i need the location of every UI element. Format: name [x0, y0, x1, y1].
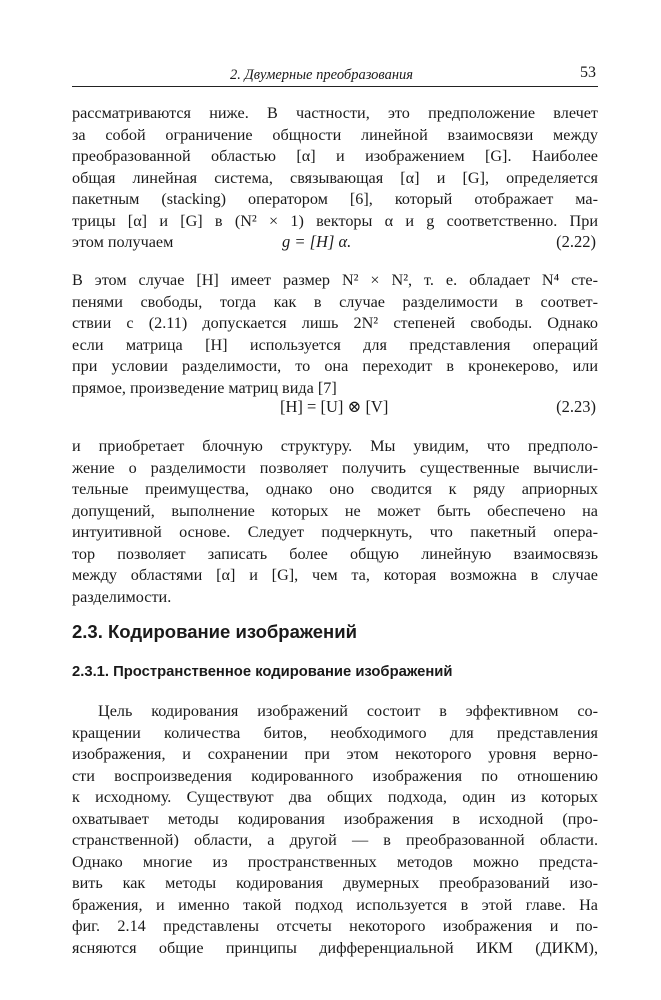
text-line: кращении количества битов, необходимого для представления	[72, 723, 598, 742]
running-header	[72, 62, 598, 87]
running-header-title: 2. Двумерные преобразования	[230, 67, 414, 83]
text-line: странственной) области, а другой — в преобразованной области.	[72, 831, 598, 849]
text-line: между областями [α] и [G], чем та, которая возможна в случае	[72, 566, 598, 584]
text-line: пенями свободы, тогда как в случае разделимости в соответ-	[72, 292, 598, 311]
text-line: интуитивной основе. Следует подчеркнуть, что пакетный опера-	[72, 523, 598, 541]
text-line: жение о разделимости позволяет получить существенные вычисли-	[72, 458, 598, 477]
page-number: 53	[580, 64, 596, 81]
text-line: В этом случае [H] имеет размер N² × N², т. е. обладает N⁴ сте-	[72, 271, 598, 289]
text-line: этом получаем	[72, 233, 174, 251]
equation-2-22	[72, 232, 598, 256]
text-line: если матрица [H] используется для представления операций	[72, 335, 598, 354]
text-line: за собой ограничение общности линейной взаимосвязи между	[72, 125, 598, 144]
text-line: тор позволяет записать более общую линейную взаимосвязь	[72, 544, 598, 563]
equation-number: (2.22)	[556, 232, 596, 251]
equation-body: [H] = [U] ⊗ [V]	[280, 397, 389, 416]
text-line: прямое, произведение матриц вида [7]	[72, 378, 337, 397]
text-line: разделимости.	[72, 587, 172, 606]
text-line: преобразованной областью [α] и изображением [G]. Наиболее	[72, 147, 598, 165]
text-line: допущений, выполнение которых не может быть обеспечено на	[72, 501, 598, 520]
text-line: Цель кодирования изображений состоит в эффективном со-	[98, 702, 598, 720]
paragraph-3	[72, 436, 598, 608]
text-line: и приобретает блочную структуру. Мы увидим, что предполо-	[72, 437, 598, 455]
text-line: сти воспроизведения кодированного изображения по отношению	[72, 766, 598, 785]
text-line: изображения, и сохранении при этом некоторого уровня верно-	[72, 745, 598, 763]
text-line: тельные преимущества, однако оно сводится к ряду априорных	[72, 480, 598, 498]
paragraph-4	[72, 701, 598, 959]
text-line: при условии разделимости, то она переходит в кронекерово, или	[72, 357, 598, 375]
text-line: Однако многие из пространственных методов можно предста-	[72, 852, 598, 871]
text-line: ствии с (2.11) допускается лишь 2N² степеней свободы. Однако	[72, 314, 598, 332]
text-line: рассматриваются ниже. В частности, это предположение влечет	[72, 104, 598, 122]
equation-number: (2.23)	[556, 397, 596, 416]
text-line: трицы [α] и [G] в (N² × 1) векторы α и g соответственно. При	[72, 211, 598, 230]
text-line: общая линейная система, связывающая [α] и [G], определяется	[72, 168, 598, 187]
text-line: бражения, и именно такой подход используется в этой главе. На	[72, 895, 598, 914]
section-heading: 2.3. Кодирование изображений	[72, 621, 357, 642]
text-line: охватывает методы кодирования изображения в исходной (про-	[72, 809, 598, 828]
paragraph-2	[72, 270, 598, 399]
text-line: вить как методы кодирования двумерных преобразований изо-	[72, 874, 598, 892]
text-line: фиг. 2.14 представлены отсчеты некоторого изображения и по-	[72, 917, 598, 935]
text-line: ясняются общие принципы дифференциальной ИКМ (ДИКМ),	[72, 938, 598, 957]
equation-2-23	[72, 397, 598, 421]
text-line: пакетным (stacking) оператором [6], который отображает ма-	[72, 190, 598, 208]
equation-body: g = [H] α.	[282, 232, 352, 251]
subsection-heading: 2.3.1. Пространственное кодирование изображений	[72, 664, 453, 680]
text-line: к исходному. Существуют два общих подхода, один из которых	[72, 788, 598, 806]
paragraph-1	[72, 103, 598, 254]
